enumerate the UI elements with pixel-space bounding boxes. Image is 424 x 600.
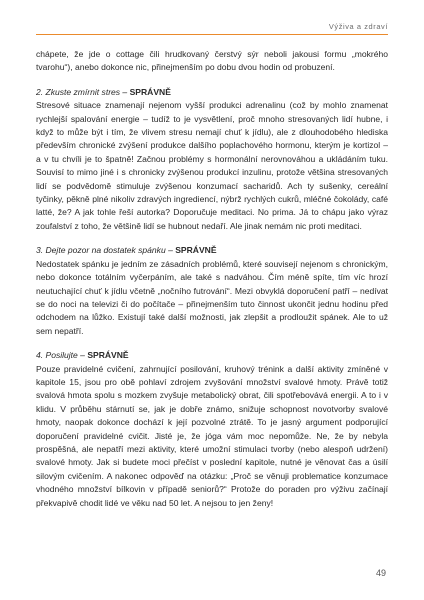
intro-paragraph: chápete, že jde o cottage čili hrudkovaný čerstvý sýr neboli jakousi formu „mokrého tvarohu“), anebo dokonce nic, přinejmenším po dobu dvou hodin od probuzení. [36,49,388,73]
section-body: Stresové situace znamenají nejenom vyšší produkci adrenalinu (což by mohlo znamenat rychlejší spalování energie – tudíž to je vysvětlení, proč mnoho stresovaných lidí hubne, i když to může být i tím, že vlivem stresu nemají chuť k jídlu), ale z dlouhodobého hlediska především chronické zvýšení produkce dalšího poplachového hormonu, kterým je kortizol – a v tu chvíli je to špatně! Začnou problémy s hormonální nerovnováhou a ukládáním tuku. Souvisí to mimo jiné i s chronicky zvýšenou produkcí inzulinu, protože většina stresovaných lidí se podvědomě stimuluje zvýšenou konzumací sacharidů. Ach ty sušenky, cereální tyčinky, pěkně plné nikoliv zdravých ingrediencí, nýbrž rychlých cukrů, mléčné čokolády, café latté, že? A jak tohle řeší autorka? Doporučuje meditaci. No prima. Já to chápu jako výraz zoufalství z toho, že většině lidí se hubnout nedaří. Ale jinak nemám nic proti meditaci. [36,100,388,231]
section-verdict: SPRÁVNĚ [175,245,217,256]
page-content [36,48,388,510]
section-body: Nedostatek spánku je jedním ze zásadních problémů, které souvisejí nejenom s chronickým, nebo dokonce totálním vyčerpáním, ale také s nadváhou. Čím méně spíte, tím víc hrozí neutuchající chuť k jídlu včetně „nočního futrování“. Mezi obvyklá doporučení patří – nedívat se do noci na televizi či do počítače – přinejmenším tuto činnost ukončit jednu hodinu před odchodem na lůžko. Existují také další možnosti, jak zlepšit a prodloužit spánek. Ale to už sem nepatří. [36,258,388,336]
header-divider [36,34,388,35]
section-strength [36,349,388,510]
section-heading-text: 4. Posilujte – [36,350,88,361]
page-number: 49 [375,568,386,578]
section-verdict: SPRÁVNĚ [129,86,171,97]
section-heading-text: 3. Dejte pozor na dostatek spánku – [36,245,176,256]
section-heading [36,349,388,362]
section-stress [36,86,388,233]
section-verdict: SPRÁVNĚ [87,350,129,361]
running-header: Výživa a zdraví [328,22,388,31]
section-heading [36,86,388,99]
section-heading-text: 2. Zkuste zmírnit stres – [36,86,130,97]
section-sleep [36,244,388,338]
section-heading [36,244,388,257]
section-body: Pouze pravidelné cvičení, zahrnující posilování, kruhový trénink a další aktivity zmíněné v kapitole 15, jsou pro obě pohlaví zdrojem zvyšování množství svalové hmoty. Právě totiž svalová hmota spolu s mozkem zvyšuje metabolický obrat, čili spotřebovává energii. A to i v klidu. V průběhu stárnutí se, jak je dobře známo, snižuje schopnost novotvorby svalové hmoty, naopak dokonce dochází k její pozvolné ztrátě. To je jasný argument podporující doporučení pravidelné cvičit. Jisté je, že jóga vám moc nepomůže. Ne, že by nebyla prospěšná, ale nepatří mezi aktivity, které umožní stimulaci tvorby (nebo alespoň udržení) svalové hmoty. Jak si budete moci přečíst v poslední kapitole, nutné je věnovat čas a úsilí silovým cvičením. A nakonec odpověď na otázku: „Proč se věnuji problematice konzumace vhodného množství bílkovin v případě seniorů?“ Protože do poraden pro výživu začínají překvapivě chodit lidé ve věku nad 50 let. A nejsou to jen ženy! [36,363,388,508]
